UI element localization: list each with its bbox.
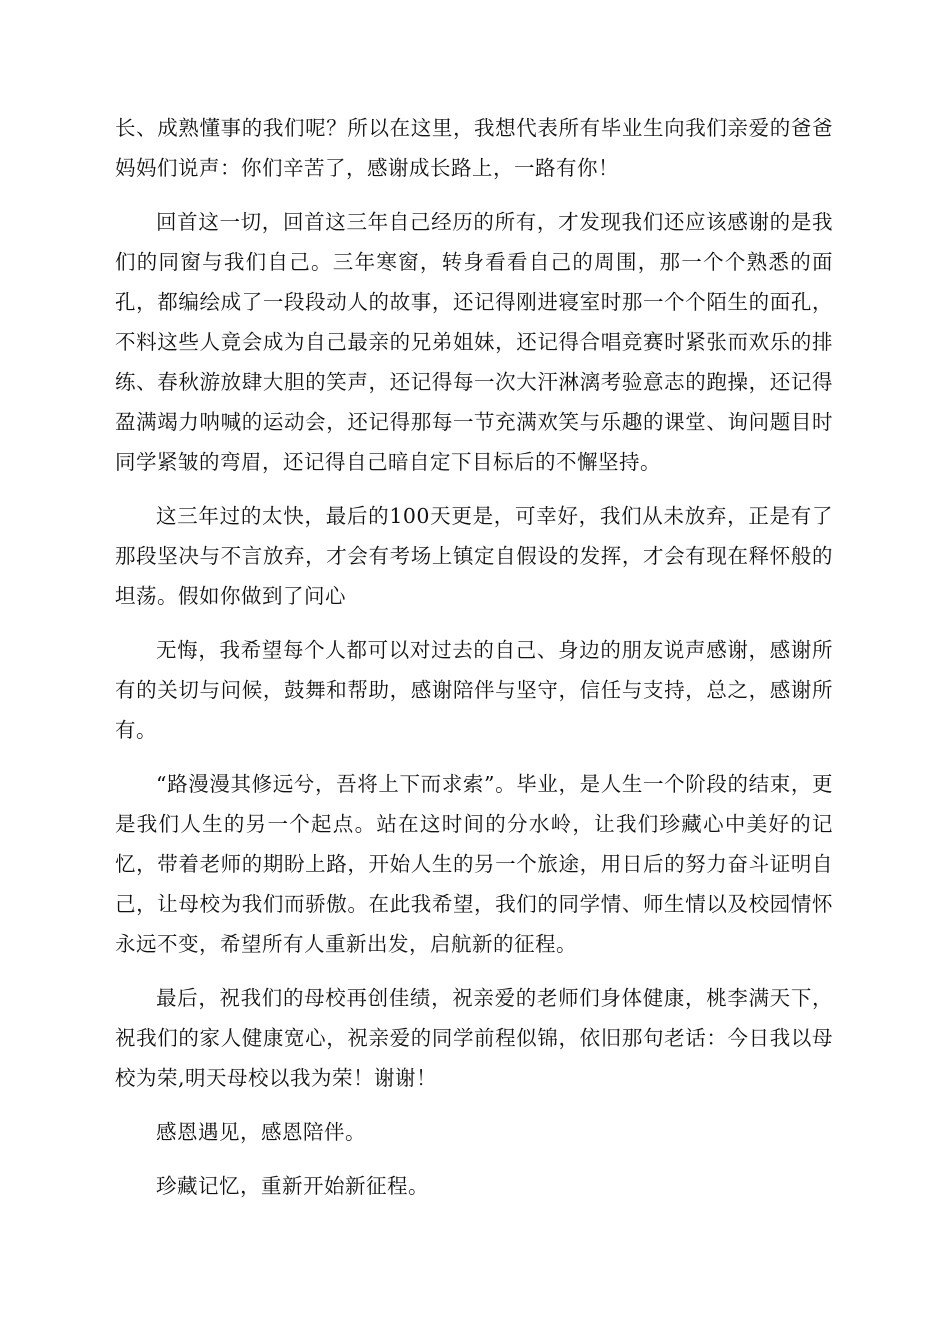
paragraph-6: 最后，祝我们的母校再创佳绩，祝亲爱的老师们身体健康，桃李满天下，祝我们的家人健康宽心，祝亲爱的同学前程似锦，依旧那句老话：今日我以母校为荣,明天母校以我为荣！谢谢！ [115,986,833,1090]
paragraph-1: 长、成熟懂事的我们呢？所以在这里，我想代表所有毕业生向我们亲爱的爸爸妈妈们说声：你们辛苦了，感谢成长路上，一路有你！ [115,116,833,180]
paragraph-3: 这三年过的太快，最后的100天更是，可幸好，我们从未放弃，正是有了那段坚决与不言放弃，才会有考场上镇定自假设的发挥，才会有现在释怀般的坦荡。假如你做到了问心 [115,504,833,608]
paragraph-8: 珍藏记忆，重新开始新征程。 [156,1174,429,1198]
document-body [115,108,833,1220]
paragraph-2: 回首这一切，回首这三年自己经历的所有，才发现我们还应该感谢的是我们的同窗与我们自己。三年寒窗，转身看看自己的周围，那一个个熟悉的面孔，都编绘成了一段段动人的故事，还记得刚进寝室时那一个个陌生的面孔，不料这些人竟会成为自己最亲的兄弟姐妹，还记得合唱竞赛时紧张而欢乐的排练、春秋游放肆大胆的笑声，还记得每一次大汗淋漓考验意志的跑操，还记得盈满竭力呐喊的运动会，还记得那每一节充满欢笑与乐趣的课堂、询问题目时同学紧皱的弯眉，还记得自己暗自定下目标后的不懈坚持。 [115,210,833,474]
paragraph-5: “路漫漫其修远兮，吾将上下而求索”。毕业，是人生一个阶段的结束，更是我们人生的另一个起点。站在这时间的分水岭，让我们珍藏心中美好的记忆，带着老师的期盼上路，开始人生的另一个旅途，用日后的努力奋斗证明自己，让母校为我们而骄傲。在此我希望，我们的同学情、师生情以及校园情怀永远不变，希望所有人重新出发，启航新的征程。 [115,772,833,956]
paragraph-7: 感恩遇见，感恩陪伴。 [156,1120,366,1144]
paragraph-4: 无悔，我希望每个人都可以对过去的自己、身边的朋友说声感谢，感谢所有的关切与问候，鼓舞和帮助，感谢陪伴与坚守，信任与支持，总之，感谢所有。 [115,638,833,742]
